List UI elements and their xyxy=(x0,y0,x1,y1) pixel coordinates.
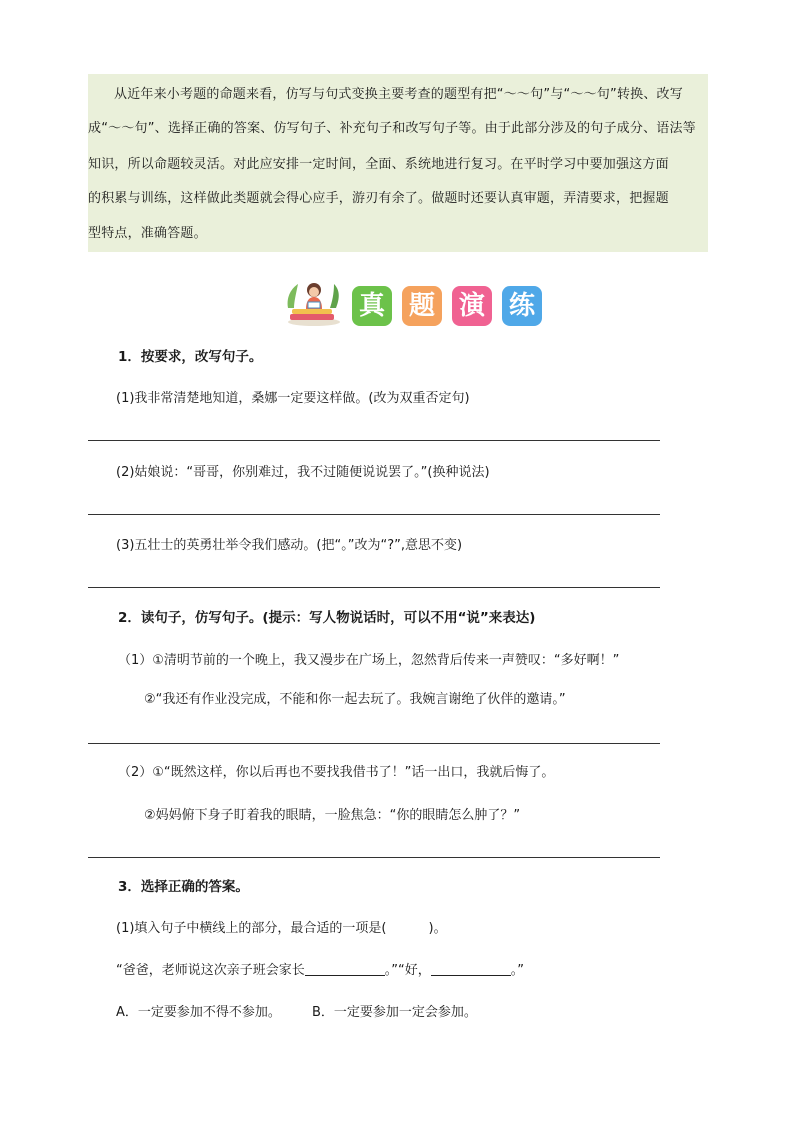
question-3-item-1-text: (1)填入句子中横线上的部分，最合适的一项是( xyxy=(116,921,387,936)
question-2-sentence: （2）①“既然这样，你以后再也不要找我借书了！”话一出口，我就后悔了。 xyxy=(118,765,555,780)
answer-blank[interactable] xyxy=(431,961,511,976)
intro-line: 的积累与训练，这样做此类题就会得心应手，游刃有余了。做题时还要认真审题，弄清要求，把握题 xyxy=(88,191,669,206)
question-1-item-2: (2)姑娘说：“哥哥，你别难过，我不过随便说说罢了。”(换种说法) xyxy=(116,465,490,480)
answer-blank[interactable] xyxy=(305,961,385,976)
intro-line: 成“～～句”、选择正确的答案、仿写句子、补充句子和改写句子等。由于此部分涉及的句子成分、语法等 xyxy=(88,121,696,136)
question-1-item-3: (3)五壮士的英勇壮举令我们感动。(把“。”改为“?”,意思不变) xyxy=(116,538,463,553)
question-1-heading: 1．按要求，改写句子。 xyxy=(118,349,263,365)
option-b[interactable]: B．一定要参加一定会参加。 xyxy=(312,1005,477,1020)
answer-line[interactable] xyxy=(88,440,660,441)
answer-line[interactable] xyxy=(88,743,660,744)
question-3-heading: 3．选择正确的答案。 xyxy=(118,879,249,895)
answer-line[interactable] xyxy=(88,857,660,858)
banner-tile: 演 xyxy=(452,286,492,326)
question-2-sentence: ②“我还有作业没完成，不能和你一起去玩了。我婉言谢绝了伙伴的邀请。” xyxy=(144,692,566,707)
banner-tile: 真 xyxy=(352,286,392,326)
banner-tile: 练 xyxy=(502,286,542,326)
dialogue-part: 。”“好， xyxy=(384,963,431,978)
question-3-item-1 xyxy=(116,919,447,939)
question-3-dialogue xyxy=(116,961,524,981)
question-2-sentence: （1）①清明节前的一个晚上，我又漫步在广场上，忽然背后传来一声赞叹：“多好啊！” xyxy=(118,653,620,668)
question-2-heading: 2．读句子，仿写句子。(提示：写人物说话时，可以不用“说”来表达) xyxy=(118,610,536,626)
reading-girl-illustration xyxy=(284,278,348,328)
option-a[interactable]: A．一定要参加不得不参加。 xyxy=(116,1005,281,1020)
answer-line[interactable] xyxy=(88,514,660,515)
intro-line: 从近年来小考题的命题来看，仿写与句式变换主要考查的题型有把“～～句”与“～～句”转换、改写 xyxy=(114,87,683,102)
question-2-sentence: ②妈妈俯下身子盯着我的眼睛，一脸焦急：“你的眼睛怎么肿了？” xyxy=(144,808,521,823)
dialogue-part: “爸爸，老师说这次亲子班会家长 xyxy=(116,963,305,978)
banner-tile: 题 xyxy=(402,286,442,326)
question-3-item-1-close: )。 xyxy=(428,921,447,936)
question-1-item-1: (1)我非常清楚地知道，桑娜一定要这样做。(改为双重否定句) xyxy=(116,391,470,406)
intro-line: 型特点，准确答题。 xyxy=(88,226,207,241)
answer-line[interactable] xyxy=(88,587,660,588)
intro-line: 知识，所以命题较灵活。对此应安排一定时间，全面、系统地进行复习。在平时学习中要加强这方面 xyxy=(88,157,669,172)
dialogue-part: 。” xyxy=(510,963,524,978)
intro-box xyxy=(88,74,708,252)
section-banner xyxy=(284,278,544,328)
